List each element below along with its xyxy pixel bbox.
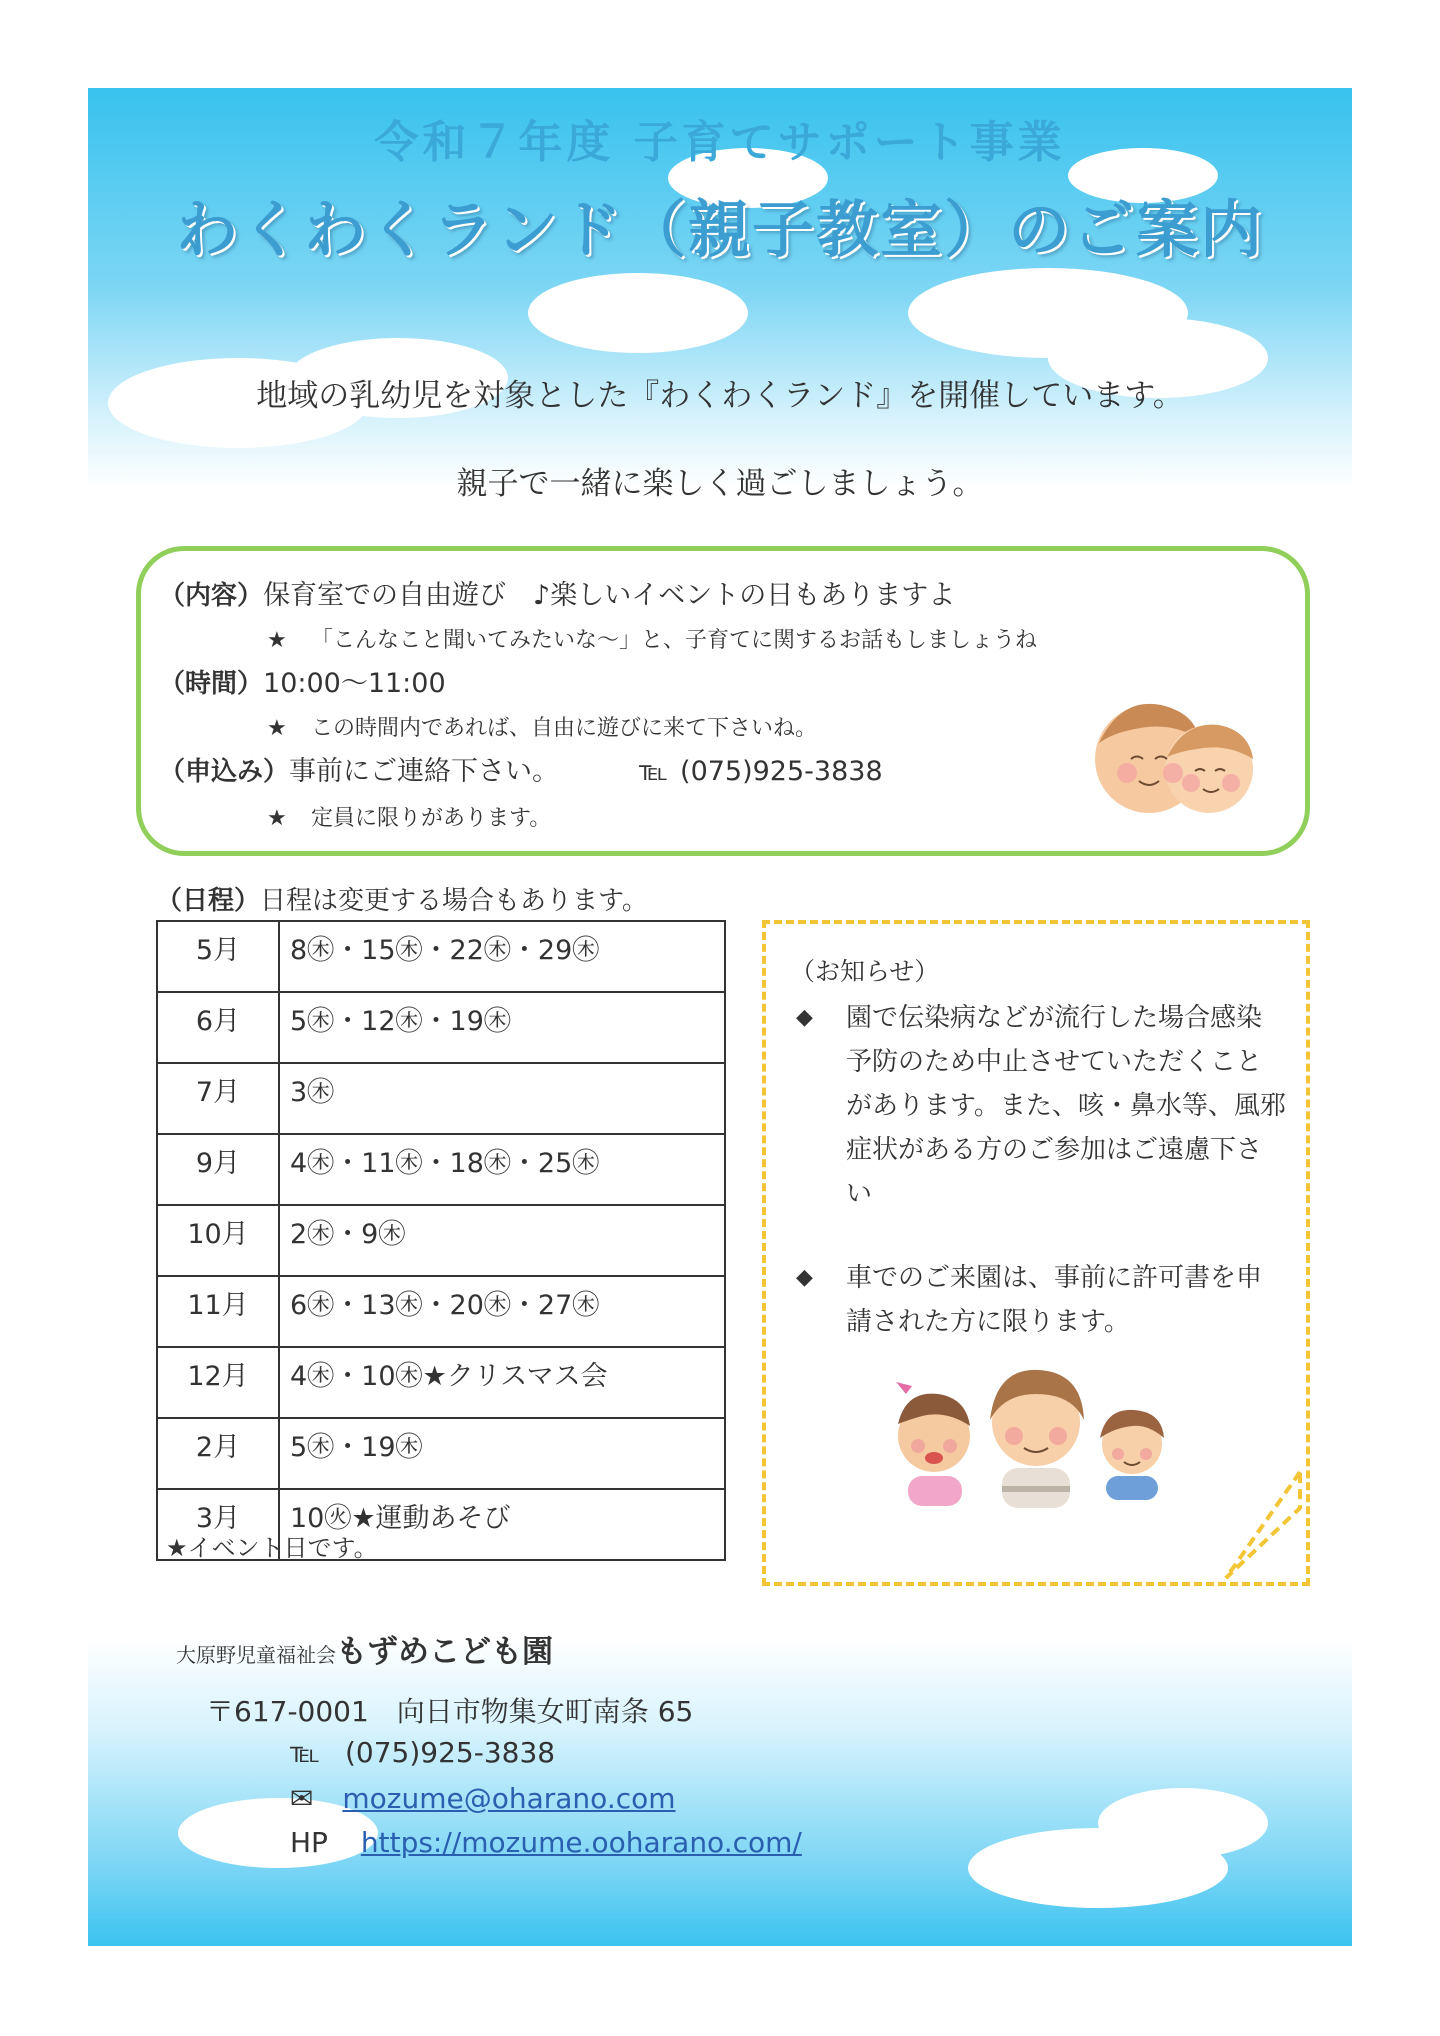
lead-line-1: 地域の乳幼児を対象とした『わくわくランド』を開催しています。: [256, 378, 1184, 414]
schedule-dates: 3㊍: [279, 1063, 725, 1134]
footer-mail-row: [290, 1782, 676, 1815]
lead-line-2: 親子で一緒に楽しく過ごしましょう。: [456, 466, 984, 502]
schedule-row: [157, 1347, 725, 1418]
address: 〒617-0001 向日市物集女町南条 65: [206, 1695, 694, 1728]
diamond-bullet-icon: ◆: [796, 1265, 813, 1290]
time-note: この時間内であれば、自由に遊びに来て下さいね。: [311, 716, 818, 741]
schedule-month: 12月: [157, 1347, 279, 1418]
footer-tel-row: [290, 1736, 555, 1769]
apply-tel: (075)925-3838: [680, 756, 883, 787]
schedule-month: 5月: [157, 921, 279, 992]
schedule-label: （日程）: [156, 886, 261, 916]
apply-label: （申込み）: [159, 757, 290, 787]
tel-icon: ℡: [290, 1736, 321, 1769]
schedule-dates: 10㊋★運動あそび: [279, 1489, 725, 1560]
star-icon: ★: [267, 628, 287, 653]
schedule-dates: 6㊍・13㊍・20㊍・27㊍: [279, 1276, 725, 1347]
schedule-month: 2月: [157, 1418, 279, 1489]
content-label: （内容）: [159, 581, 264, 611]
organization-name: [176, 1626, 553, 1671]
schedule-text: 日程は変更する場合もあります。: [260, 886, 648, 916]
notice-text: 車でのご来園は、事前に許可書を申請された方に限ります。: [846, 1263, 1263, 1337]
program-title: 令和７年度 子育てサポート事業: [374, 117, 1066, 168]
folded-corner: [1220, 1468, 1310, 1588]
schedule-row: [157, 1276, 725, 1347]
footer-hp-row: [290, 1826, 802, 1859]
schedule-row: [157, 1063, 725, 1134]
schedule-month: 10月: [157, 1205, 279, 1276]
cloud-decoration: [1098, 1788, 1268, 1858]
apply-note: 定員に限りがあります。: [311, 806, 552, 831]
org-prefix: 大原野児童福祉会: [176, 1643, 336, 1667]
notice-text: 園で伝染病などが流行した場合感染予防のため中止させていただくことがあります。また、咳・鼻水等、風邪症状がある方のご参加はご遠慮下さい: [846, 1003, 1286, 1209]
notice-title: （お知らせ）: [790, 957, 940, 986]
schedule-dates: 4㊍・11㊍・18㊍・25㊍: [279, 1134, 725, 1205]
time-label: （時間）: [159, 669, 264, 699]
schedule-month: 6月: [157, 992, 279, 1063]
email-link[interactable]: mozume@oharano.com: [342, 1782, 676, 1815]
flyer-sheet: [88, 88, 1352, 1946]
content-text: 保育室での自由遊び ♪楽しいイベントの日もありますよ: [263, 580, 956, 611]
star-icon: ★: [267, 806, 287, 831]
schedule-dates: 4㊍・10㊍★クリスマス会: [279, 1347, 725, 1418]
schedule-dates: 5㊍・12㊍・19㊍: [279, 992, 725, 1063]
cloud-decoration: [528, 273, 748, 353]
tel-icon: ℡: [639, 756, 669, 787]
content-note: 「こんなこと聞いてみたいな～」と、子育てに関するお話もしましょうね: [311, 628, 1038, 653]
info-box: [136, 546, 1310, 856]
schedule-month: 3月: [157, 1489, 279, 1560]
flyer-main-title: わくわくランド（親子教室）のご案内: [175, 193, 1264, 266]
schedule-dates: 5㊍・19㊍: [279, 1418, 725, 1489]
schedule-month: 11月: [157, 1276, 279, 1347]
star-icon: ★: [267, 716, 287, 741]
footer-tel: (075)925-3838: [344, 1736, 556, 1769]
schedule-row: [157, 992, 725, 1063]
schedule-row: [157, 921, 725, 992]
apply-text: 事前にご連絡下さい。: [289, 756, 560, 787]
schedule-heading: [156, 880, 648, 917]
website-link[interactable]: https://mozume.ooharano.com/: [360, 1826, 802, 1859]
mail-icon: ✉: [290, 1782, 314, 1815]
schedule-dates: 8㊍・15㊍・22㊍・29㊍: [279, 921, 725, 992]
schedule-month: 7月: [157, 1063, 279, 1134]
schedule-footnote: ★イベント日です。: [166, 1534, 378, 1562]
schedule-table: [156, 920, 726, 1561]
org-name: もずめこども園: [336, 1634, 553, 1670]
schedule-row: [157, 1418, 725, 1489]
schedule-row: [157, 1134, 725, 1205]
three-children-illustration: [886, 1354, 1186, 1534]
hp-label: HP: [290, 1826, 328, 1859]
children-faces-illustration: [1091, 691, 1261, 821]
schedule-month: 9月: [157, 1134, 279, 1205]
time-text: 10:00～11:00: [263, 668, 446, 699]
schedule-dates: 2㊍・9㊍: [279, 1205, 725, 1276]
schedule-row: [157, 1205, 725, 1276]
diamond-bullet-icon: ◆: [796, 1005, 813, 1030]
